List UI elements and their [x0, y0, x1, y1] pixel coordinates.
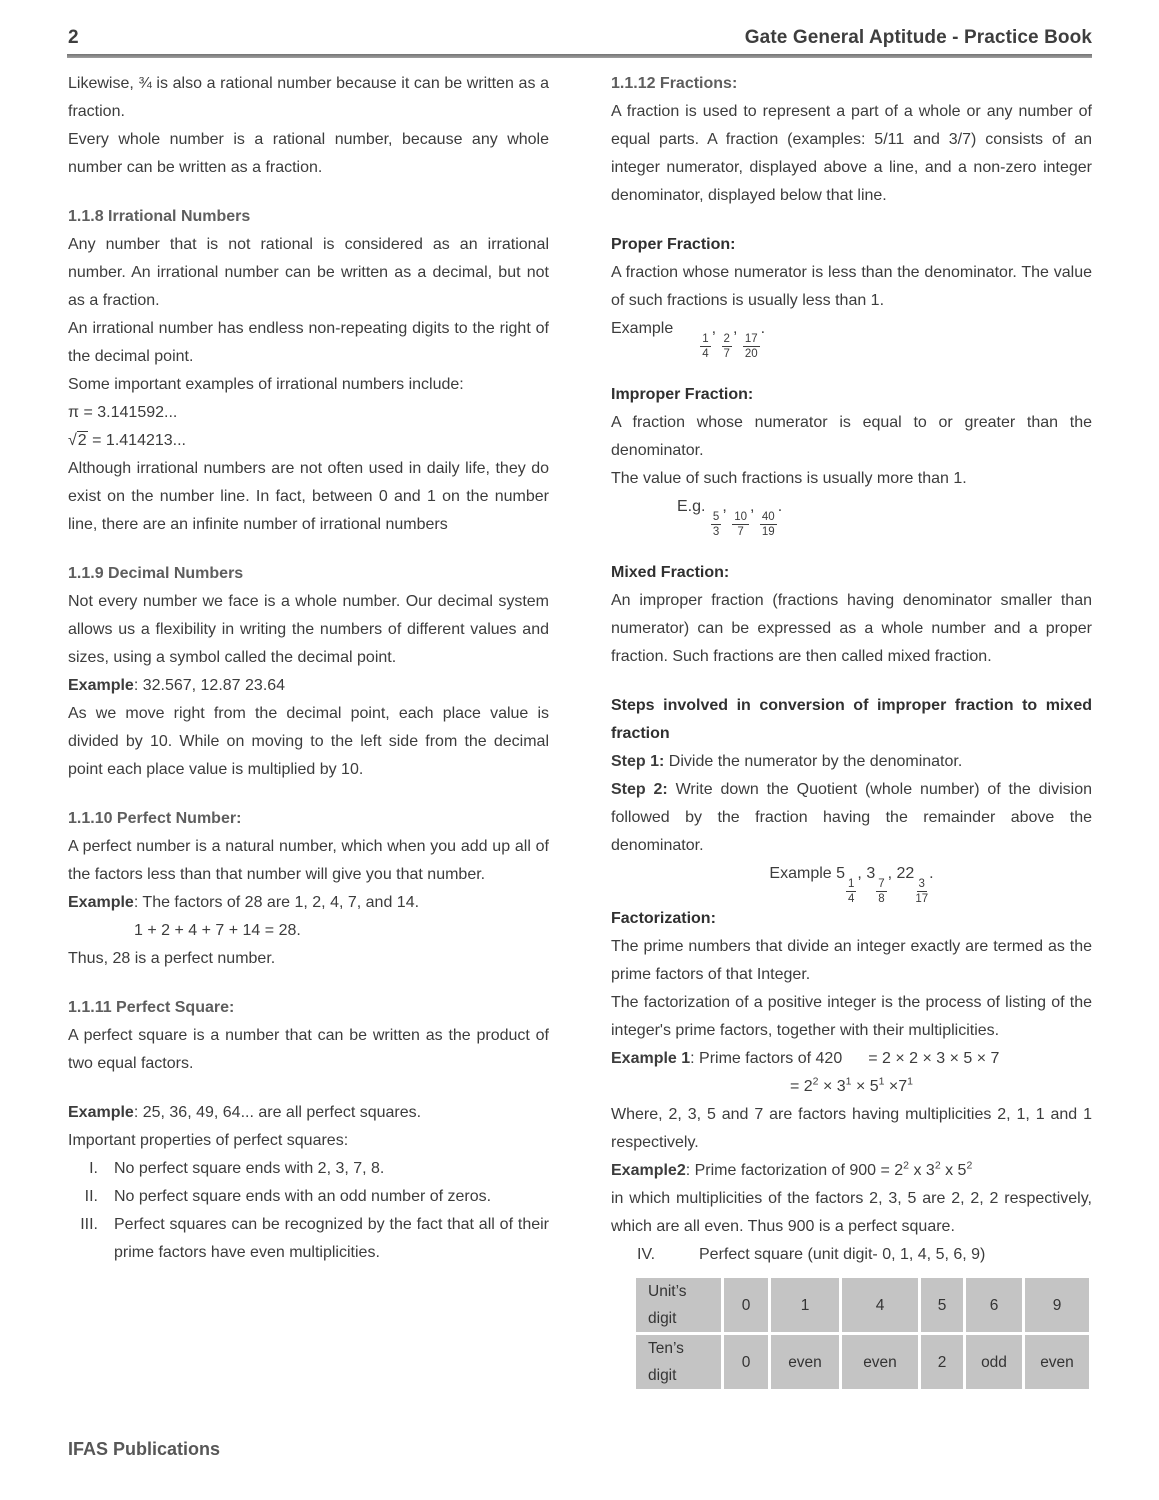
text-run: The factorization of a positive integer is the process of listing of the integer's prime factors, together with their multiplicities. [611, 994, 1092, 1040]
denominator: 8 [878, 893, 885, 906]
list-marker: I. [89, 1160, 98, 1177]
text-run: A fraction whose numerator is less than the denominator. The value of such fractions is usually less than 1. [611, 264, 1092, 309]
paragraph [611, 748, 1092, 776]
text-run: : The factors of 28 are 1, 2, 4, 7, and 14. [133, 894, 420, 911]
text-run: , [732, 320, 742, 337]
paragraph [68, 672, 549, 700]
formula-line [611, 1073, 1092, 1101]
table-cell: even [842, 1335, 918, 1389]
fraction [743, 333, 760, 360]
text-run: A perfect number is a natural number, which when you add up all of the factors less than that number will give you that number. [68, 838, 549, 883]
list-text: No perfect square ends with 2, 3, 7, 8. [114, 1160, 385, 1177]
denominator: 4 [848, 893, 855, 906]
numerator: 7 [876, 878, 886, 892]
text-run: Some important examples of irrational numbers include: [68, 376, 464, 393]
paragraph [611, 259, 1092, 315]
denominator: 7 [723, 348, 730, 361]
list-text: Perfect square (unit digit- 0, 1, 4, 5, 6, 9) [699, 1246, 986, 1264]
text-run: x 3 [909, 1162, 935, 1180]
table-cell: 6 [966, 1278, 1022, 1332]
fraction [846, 878, 856, 905]
fraction [711, 511, 721, 538]
text-run: Likewise, ¾ is also a rational number because it can be written as a fraction. [68, 75, 549, 120]
table-cell: 4 [842, 1278, 918, 1332]
superscript: 2 [903, 1160, 910, 1173]
denominator: 17 [915, 893, 929, 906]
paragraph [68, 231, 549, 315]
paragraph [611, 989, 1092, 1045]
text-run: x 5 [940, 1162, 967, 1180]
text-run: Example [611, 320, 674, 337]
text-run: Write down the Quotient (whole number) of the division followed by the fraction having the remainder above the denominator. [611, 781, 1093, 855]
paragraph [611, 1101, 1092, 1157]
text-run: , [750, 498, 759, 516]
subheading: Factorization: [611, 910, 716, 928]
text-run: = 2 [789, 1078, 813, 1096]
paragraph [611, 98, 1092, 210]
denominator: 20 [744, 348, 758, 361]
paragraph [611, 587, 1092, 671]
paragraph [68, 700, 549, 784]
bold-run: Example2 [611, 1162, 686, 1180]
bold-run: Example [68, 894, 134, 911]
list-item [68, 1183, 549, 1211]
paragraph [611, 465, 1092, 493]
text-run: Thus, 28 is a perfect number. [68, 950, 276, 967]
text-run: : Prime factors of 420 [690, 1050, 843, 1068]
section-heading: 1.1.11 Perfect Square: [68, 999, 235, 1016]
fraction [700, 333, 710, 360]
text-run: Although irrational numbers are not often used in daily life, they do exist on the number line. In fact, between 0 and 1 on the number line, there are an infinite number of irrational numbers [68, 460, 549, 533]
paragraph [68, 1127, 549, 1155]
fraction [732, 511, 749, 538]
list-marker: IV. [637, 1246, 656, 1264]
left-column [68, 70, 549, 1392]
text-run: A fraction is used to represent a part of a whole or any number of equal parts. A fraction (examples: 5/11 and 3/7) consists of an integer numerator, displayed above a line, and a non-zero integer denominator, displayed below that line. [611, 103, 1092, 204]
paragraph [68, 399, 549, 427]
superscript: 1 [878, 1076, 885, 1089]
list-text: No perfect square ends with an odd number of zeros. [114, 1188, 492, 1205]
paragraph [611, 493, 1092, 538]
denominator: 7 [737, 526, 744, 539]
section-heading: 1.1.12 Fractions: [611, 75, 738, 92]
paragraph [68, 588, 549, 672]
text-run: : 32.567, 12.87 23.64 [133, 677, 286, 694]
text-run: π = 3.141592... [68, 404, 178, 421]
table-cell: even [1025, 1335, 1089, 1389]
text-run: Example 5 [769, 865, 846, 883]
paragraph [611, 1045, 1092, 1073]
text-run: The prime numbers that divide an integer exactly are termed as the prime factors of that Integer. [611, 938, 1092, 984]
paragraph [611, 1157, 1092, 1185]
paragraph [68, 945, 549, 973]
table-cell: odd [966, 1335, 1022, 1389]
paragraph [611, 409, 1092, 465]
text-run: Any number that is not rational is considered as an irrational number. An irrational number can be written as a decimal, but not as a fraction. [68, 236, 549, 309]
text-run: , 22 [887, 865, 915, 883]
numerator: 5 [711, 511, 721, 525]
book-title: Gate General Aptitude - Practice Book [744, 27, 1092, 48]
text-run: : Prime factorization of 900 = 2 [685, 1162, 904, 1180]
text-run: , 3 [857, 865, 876, 883]
superscript: 2 [966, 1160, 973, 1173]
paragraph [68, 889, 549, 917]
paragraph [611, 315, 1092, 360]
section-heading: 1.1.9 Decimal Numbers [68, 565, 244, 582]
text-run: An improper fraction (fractions having denominator smaller than numerator) can be expressed as a whole number and a proper fraction. Such fractions are then called mixed fraction. [611, 592, 1092, 666]
bold-run: Example [68, 677, 134, 694]
paragraph [68, 315, 549, 371]
numerator: 40 [760, 511, 777, 525]
formula-line [611, 860, 1092, 905]
text-run: × 5 [851, 1078, 879, 1096]
table-cell: 9 [1025, 1278, 1089, 1332]
text-run: An irrational number has endless non-repeating digits to the right of the decimal point. [68, 320, 549, 365]
text-run: A fraction whose numerator is equal to or greater than the denominator. [611, 414, 1092, 460]
text-run: , [722, 498, 732, 516]
fraction [722, 333, 732, 360]
paragraph [68, 371, 549, 399]
superscript: 2 [934, 1160, 941, 1173]
list-text: Perfect squares can be recognized by the fact that all of their prime factors have even multiplicities. [114, 1216, 549, 1261]
fraction [876, 878, 886, 905]
text-run: A perfect square is a number that can be written as the product of two equal factors. [68, 1027, 549, 1072]
bold-run: Step 1: [611, 753, 665, 771]
table-cell: 0 [724, 1278, 768, 1332]
table-row [636, 1335, 1089, 1389]
superscript: 2 [812, 1076, 819, 1089]
paragraph [68, 455, 549, 539]
fraction [915, 878, 928, 905]
bold-run: Example [68, 1104, 134, 1121]
subheading: Mixed Fraction: [611, 564, 730, 582]
text-run: Where, 2, 3, 5 and 7 are factors having multiplicities 2, 1, 1 and 1 respectively. [611, 1106, 1092, 1152]
section-heading: 1.1.10 Perfect Number: [68, 810, 242, 827]
page-header [0, 0, 1159, 54]
text-run: × 3 [818, 1078, 846, 1096]
paragraph [611, 933, 1092, 989]
radicand: 2 [77, 432, 87, 449]
denominator: 19 [761, 526, 775, 539]
denominator: 3 [712, 526, 720, 539]
right-column [611, 70, 1092, 1392]
superscript: 1 [907, 1076, 914, 1089]
table-cell: Unit’s digit [636, 1278, 721, 1332]
superscript: 1 [845, 1076, 852, 1089]
text-run: , [711, 320, 721, 337]
paragraph [611, 1185, 1092, 1241]
fraction [760, 511, 777, 538]
text-run: : 25, 36, 49, 64... are all perfect squares. [133, 1104, 422, 1121]
text-run: 1 + 2 + 4 + 7 + 14 = 28. [134, 922, 301, 939]
list-item [611, 1241, 1092, 1269]
paragraph [68, 427, 549, 455]
text-run: The value of such fractions is usually more than 1. [611, 470, 967, 488]
numerator: 17 [743, 333, 760, 347]
paragraph [68, 1099, 549, 1127]
text-run: . [760, 320, 766, 337]
subheading: Improper Fraction: [611, 386, 754, 404]
paragraph [68, 1022, 549, 1078]
numerator: 3 [917, 878, 927, 892]
subheading: Proper Fraction: [611, 236, 736, 253]
sqrt-expression: √2 [68, 432, 87, 449]
text-run: Divide the numerator by the denominator. [664, 753, 963, 771]
paragraph [68, 917, 549, 945]
text-run: Every whole number is a rational number, because any whole number can be written as a fraction. [68, 131, 549, 176]
text-run: Important properties of perfect squares: [68, 1132, 349, 1149]
paragraph [68, 126, 549, 182]
text-run: = 1.414213... [87, 432, 186, 449]
text-run: . [929, 865, 934, 883]
list-marker: III. [80, 1216, 98, 1233]
text-run: E.g. [677, 498, 710, 516]
section-heading: 1.1.8 Irrational Numbers [68, 208, 251, 225]
table-cell: Ten’s digit [636, 1335, 721, 1389]
numerator: 1 [700, 333, 710, 347]
list-item [68, 1211, 549, 1267]
table-cell: 5 [921, 1278, 963, 1332]
subheading: Steps involved in conversion of improper fraction to mixed fraction [611, 697, 1092, 743]
page-footer [68, 1439, 220, 1460]
perfect-square-table [633, 1275, 1092, 1392]
text-run: Not every number we face is a whole number. Our decimal system allows us a flexibility in writing the numbers of different values and sizes, using a symbol called the decimal point. [68, 593, 549, 666]
table-row [636, 1278, 1089, 1332]
text-run: As we move right from the decimal point, each place value is divided by 10. While on moving to the left side from the decimal point each place value is multiplied by 10. [68, 705, 549, 778]
publisher-name: IFAS Publications [68, 1439, 221, 1459]
text-run: = 2 × 2 × 3 × 5 × 7 [868, 1050, 1000, 1068]
list-marker: II. [84, 1188, 98, 1205]
bold-run: Example 1 [611, 1050, 691, 1068]
page-number: 2 [68, 27, 79, 48]
text-run: ×7 [884, 1078, 908, 1096]
numerator: 10 [732, 511, 749, 525]
paragraph [68, 70, 549, 126]
table-cell: 0 [724, 1335, 768, 1389]
content-columns [0, 58, 1159, 1392]
numerator: 2 [722, 333, 732, 347]
numerator: 1 [846, 878, 856, 892]
list-item [68, 1155, 549, 1183]
paragraph [68, 833, 549, 889]
table-cell: 1 [771, 1278, 839, 1332]
text-run: . [777, 498, 783, 516]
paragraph [611, 776, 1092, 860]
table-cell: even [771, 1335, 839, 1389]
denominator: 4 [702, 348, 709, 361]
text-run: in which multiplicities of the factors 2, 3, 5 are 2, 2, 2 respectively, which are all even. Thus 900 is a perfect square. [611, 1190, 1092, 1236]
bold-run: Step 2: [611, 781, 668, 799]
table-cell: 2 [921, 1335, 963, 1389]
